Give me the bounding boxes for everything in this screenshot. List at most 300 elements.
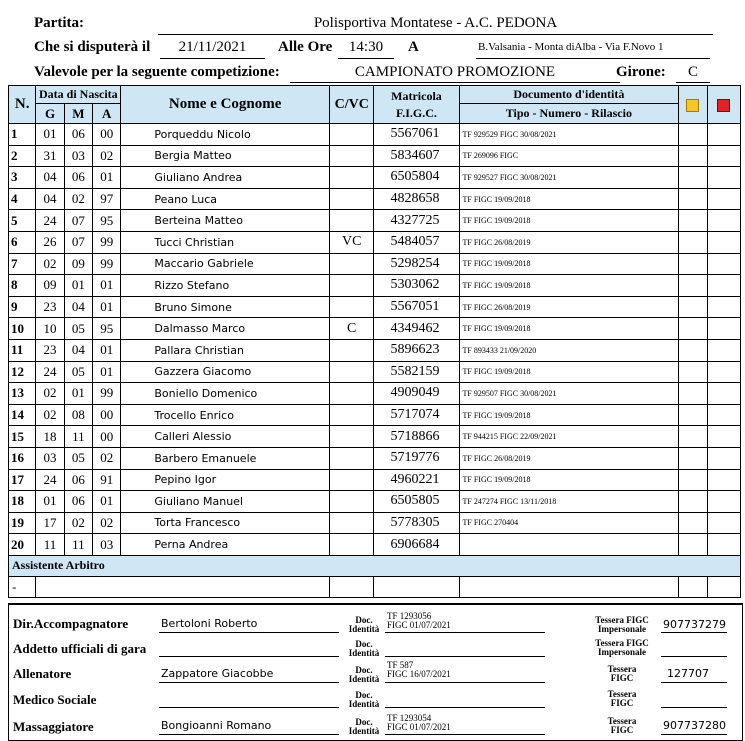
identity-document: TF FIGC 26/08/2019 — [459, 447, 679, 469]
red-card-cell — [707, 124, 740, 146]
birth-year: 01 — [93, 491, 121, 513]
birth-year: 00 — [93, 404, 121, 426]
row-number: 13 — [9, 383, 36, 405]
player-name: Bruno Simone — [121, 296, 330, 318]
birth-month: 05 — [64, 361, 92, 383]
allenatore-tessera-label: Tessera FIGC — [607, 664, 637, 683]
player-name: Tucci Christian — [121, 231, 330, 253]
player-row — [9, 188, 741, 210]
birth-month: 04 — [64, 339, 92, 361]
addetto-tessera-line — [661, 656, 727, 657]
player-row — [9, 383, 741, 405]
assistente-label: Assistente Arbitro — [9, 555, 741, 576]
allenatore-doc-label: Doc. Identità — [348, 665, 380, 684]
birth-year: 95 — [93, 210, 121, 232]
massaggiatore-label: Massaggiatore — [13, 719, 94, 734]
matricola-figc: 4349462 — [374, 318, 459, 340]
matricola-figc: 5298254 — [374, 253, 459, 275]
yellow-card-cell — [679, 318, 707, 340]
data-label: Che si disputerà il — [34, 39, 151, 55]
yellow-card-cell — [679, 167, 707, 189]
player-row — [9, 231, 741, 253]
birth-day: 17 — [36, 512, 64, 534]
player-name: Gazzera Giacomo — [121, 361, 330, 383]
player-name: Torta Francesco — [121, 512, 330, 534]
red-card-cell — [707, 167, 740, 189]
birth-month: 02 — [64, 188, 92, 210]
medico-tessera-label: Tessera FIGC — [607, 689, 637, 708]
birth-month: 08 — [64, 404, 92, 426]
medico-doc-line — [385, 707, 545, 708]
yellow-card-cell — [679, 231, 707, 253]
birth-month: 05 — [64, 447, 92, 469]
matricola-figc: 5484057 — [374, 231, 459, 253]
identity-document: TF FIGC 19/09/2018 — [459, 188, 679, 210]
player-name: Perna Andrea — [121, 534, 330, 556]
allenatore-doc: TF 587 FIGC 16/07/2021 — [387, 660, 451, 679]
red-card-cell — [707, 383, 740, 405]
massaggiatore-tessera-line — [661, 734, 727, 735]
yellow-card-icon — [686, 99, 699, 112]
identity-document: TF 929529 FIGC 30/08/2021 — [459, 124, 679, 146]
row-number: 16 — [9, 447, 36, 469]
assistente-cvc-cell — [329, 576, 374, 597]
allenatore-tessera-line — [661, 682, 727, 683]
player-row — [9, 491, 741, 513]
identity-document: TF FIGC 19/09/2018 — [459, 210, 679, 232]
captain-flag — [329, 167, 374, 189]
yellow-card-cell — [679, 512, 707, 534]
captain-flag: C — [329, 318, 374, 340]
ore-label: Alle Ore — [278, 39, 333, 55]
matricola-figc: 5567051 — [374, 296, 459, 318]
captain-flag — [329, 124, 374, 146]
captain-flag — [329, 339, 374, 361]
competizione-value: CAMPIONATO PROMOZIONE — [354, 64, 556, 80]
row-number: 5 — [9, 210, 36, 232]
addetto-tessera-label: Tessera FIGC Impersonale — [595, 638, 649, 657]
birth-day: 01 — [36, 124, 64, 146]
identity-document: TF FIGC 26/08/2019 — [459, 296, 679, 318]
birth-day: 09 — [36, 275, 64, 297]
yellow-card-cell — [679, 447, 707, 469]
matricola-figc: 6906684 — [374, 534, 459, 556]
col-documento-sub-header: Tipo - Numero - Rilascio — [459, 104, 679, 124]
partita-label: Partita: — [34, 15, 84, 31]
yellow-card-cell — [679, 296, 707, 318]
col-a-header: A — [93, 104, 121, 124]
red-card-cell — [707, 318, 740, 340]
identity-document: TF 944215 FIGC 22/09/2021 — [459, 426, 679, 448]
girone-label: Girone: — [616, 64, 666, 80]
assistente-doc-cell — [459, 576, 679, 597]
player-row — [9, 426, 741, 448]
medico-name-line — [159, 707, 339, 708]
addetto-doc-line — [385, 656, 545, 657]
red-card-cell — [707, 275, 740, 297]
birth-day: 04 — [36, 167, 64, 189]
allenatore-doc-line — [385, 682, 545, 683]
birth-month: 07 — [64, 231, 92, 253]
birth-year: 99 — [93, 231, 121, 253]
birth-month: 02 — [64, 512, 92, 534]
identity-document — [459, 534, 679, 556]
matricola-figc: 4960221 — [374, 469, 459, 491]
player-name: Calleri Alessio — [121, 426, 330, 448]
birth-year: 99 — [93, 253, 121, 275]
player-row — [9, 534, 741, 556]
identity-document: TF 247274 FIGC 13/11/2018 — [459, 491, 679, 513]
yellow-card-cell — [679, 491, 707, 513]
identity-document: TF 929507 FIGC 30/08/2021 — [459, 383, 679, 405]
identity-document: TF FIGC 26/08/2019 — [459, 231, 679, 253]
birth-day: 02 — [36, 383, 64, 405]
yellow-card-cell — [679, 124, 707, 146]
captain-flag — [329, 188, 374, 210]
row-number: 8 — [9, 275, 36, 297]
addetto-doc-label: Doc. Identità — [348, 639, 380, 658]
col-g-header: G — [36, 104, 64, 124]
yellow-card-cell — [679, 253, 707, 275]
dir-label: Dir.Accompagnatore — [13, 616, 129, 631]
assistente-matricola-cell — [374, 576, 459, 597]
massaggiatore-name: Bongioanni Romano — [161, 719, 272, 732]
dir-name: Bertoloni Roberto — [161, 617, 258, 630]
captain-flag: VC — [329, 231, 374, 253]
captain-flag — [329, 275, 374, 297]
birth-day: 02 — [36, 404, 64, 426]
yellow-card-cell — [679, 210, 707, 232]
yellow-card-cell — [679, 404, 707, 426]
row-number: 17 — [9, 469, 36, 491]
birth-day: 10 — [36, 318, 64, 340]
dir-tessera-label: Tessera FIGC Impersonale — [595, 615, 649, 634]
medico-label: Medico Sociale — [13, 692, 97, 707]
player-row — [9, 361, 741, 383]
dir-name-line — [159, 632, 339, 633]
row-number: 19 — [9, 512, 36, 534]
col-matricola-header — [374, 86, 459, 124]
row-number: 15 — [9, 426, 36, 448]
red-card-cell — [707, 426, 740, 448]
red-card-cell — [707, 361, 740, 383]
red-card-cell — [707, 188, 740, 210]
matricola-figc: 5719776 — [374, 447, 459, 469]
birth-year: 02 — [93, 447, 121, 469]
captain-flag — [329, 426, 374, 448]
matricola-figc: 4327725 — [374, 210, 459, 232]
col-n-header: N. — [9, 86, 36, 124]
yellow-card-cell — [679, 469, 707, 491]
assistente-yellow-cell — [679, 576, 707, 597]
dir-tessera-line — [661, 632, 727, 633]
birth-year: 99 — [93, 383, 121, 405]
col-nome-header: Nome e Cognome — [121, 86, 330, 124]
red-card-cell — [707, 447, 740, 469]
player-name: Pallara Christian — [121, 339, 330, 361]
staff-section — [8, 603, 743, 741]
assistente-name-cell — [36, 576, 330, 597]
identity-document: TF FIGC 19/09/2018 — [459, 361, 679, 383]
row-number: 12 — [9, 361, 36, 383]
matricola-figc: 5834607 — [374, 145, 459, 167]
birth-year: 02 — [93, 512, 121, 534]
player-name: Rizzo Stefano — [121, 275, 330, 297]
red-card-cell — [707, 210, 740, 232]
captain-flag — [329, 145, 374, 167]
massaggiatore-doc-label: Doc. Identità — [348, 717, 380, 736]
dir-tessera: 907737279 — [663, 618, 726, 631]
col-documento-header: Documento d'identità — [459, 86, 679, 104]
ore-value: 14:30 — [348, 39, 384, 55]
player-row — [9, 124, 741, 146]
birth-month: 11 — [64, 534, 92, 556]
player-row — [9, 404, 741, 426]
birth-day: 18 — [36, 426, 64, 448]
girone-value: C — [687, 64, 698, 80]
assistente-value: - — [9, 576, 36, 597]
birth-day: 04 — [36, 188, 64, 210]
red-card-cell — [707, 231, 740, 253]
player-name: Peano Luca — [121, 188, 330, 210]
birth-month: 06 — [64, 469, 92, 491]
identity-document: TF 269096 FIGC — [459, 145, 679, 167]
matricola-figc: 5718866 — [374, 426, 459, 448]
player-row — [9, 167, 741, 189]
identity-document: TF FIGC 270404 — [459, 512, 679, 534]
yellow-card-cell — [679, 188, 707, 210]
player-row — [9, 469, 741, 491]
dir-doc: TF 1293056 FIGC 01/07/2021 — [387, 611, 451, 630]
birth-year: 01 — [93, 339, 121, 361]
player-row — [9, 275, 741, 297]
allenatore-name: Zappatore Giacobbe — [161, 667, 274, 680]
matricola-figc: 5303062 — [374, 275, 459, 297]
birth-day: 01 — [36, 491, 64, 513]
captain-flag — [329, 404, 374, 426]
luogo-value: B.Valsania - Monta diAlba - Via F.Novo 1 — [478, 41, 664, 53]
birth-month: 04 — [64, 296, 92, 318]
valevole-label: Valevole per la seguente competizione: — [34, 64, 280, 80]
birth-year: 03 — [93, 534, 121, 556]
col-matricola-line2: F.I.G.C. — [396, 105, 437, 120]
birth-day: 11 — [36, 534, 64, 556]
matricola-figc: 5717074 — [374, 404, 459, 426]
identity-document: TF FIGC 19/09/2018 — [459, 253, 679, 275]
identity-document: TF FIGC 19/09/2018 — [459, 469, 679, 491]
player-name: Pepino Igor — [121, 469, 330, 491]
birth-year: 91 — [93, 469, 121, 491]
partita-underline — [158, 34, 713, 35]
medico-doc-label: Doc. Identità — [348, 690, 380, 709]
birth-year: 01 — [93, 296, 121, 318]
data-value: 21/11/2021 — [178, 39, 247, 55]
massaggiatore-doc-line — [385, 734, 545, 735]
player-name: Bergia Matteo — [121, 145, 330, 167]
competizione-underline — [290, 82, 620, 83]
matricola-figc: 4909049 — [374, 383, 459, 405]
birth-day: 31 — [36, 145, 64, 167]
player-row — [9, 145, 741, 167]
birth-day: 24 — [36, 469, 64, 491]
identity-document: TF FIGC 19/09/2018 — [459, 404, 679, 426]
a-label: A — [408, 39, 419, 55]
row-number: 7 — [9, 253, 36, 275]
player-row — [9, 210, 741, 232]
row-number: 1 — [9, 124, 36, 146]
red-card-cell — [707, 404, 740, 426]
red-card-cell — [707, 253, 740, 275]
matricola-figc: 4828658 — [374, 188, 459, 210]
red-card-cell — [707, 491, 740, 513]
captain-flag — [329, 469, 374, 491]
player-name: Maccario Gabriele — [121, 253, 330, 275]
row-number: 3 — [9, 167, 36, 189]
yellow-card-cell — [679, 383, 707, 405]
player-row — [9, 318, 741, 340]
birth-year: 00 — [93, 426, 121, 448]
player-name: Dalmasso Marco — [121, 318, 330, 340]
captain-flag — [329, 383, 374, 405]
birth-month: 01 — [64, 383, 92, 405]
birth-year: 97 — [93, 188, 121, 210]
matricola-figc: 5778305 — [374, 512, 459, 534]
row-number: 10 — [9, 318, 36, 340]
birth-month: 05 — [64, 318, 92, 340]
birth-year: 00 — [93, 124, 121, 146]
birth-year: 95 — [93, 318, 121, 340]
red-card-cell — [707, 296, 740, 318]
birth-day: 03 — [36, 447, 64, 469]
luogo-underline — [476, 58, 710, 59]
birth-month: 06 — [64, 124, 92, 146]
birth-day: 23 — [36, 296, 64, 318]
massaggiatore-tessera-label: Tessera FIGC — [607, 716, 637, 735]
yellow-card-cell — [679, 339, 707, 361]
dir-doc-label: Doc. Identità — [348, 615, 380, 634]
massaggiatore-tessera: 907737280 — [663, 719, 726, 732]
medico-tessera-line — [661, 707, 727, 708]
red-card-cell — [707, 512, 740, 534]
player-name: Trocello Enrico — [121, 404, 330, 426]
girone-underline — [676, 82, 710, 83]
captain-flag — [329, 491, 374, 513]
row-number: 9 — [9, 296, 36, 318]
player-row — [9, 339, 741, 361]
captain-flag — [329, 296, 374, 318]
birth-month: 01 — [64, 275, 92, 297]
yellow-card-header — [679, 86, 707, 124]
yellow-card-cell — [679, 426, 707, 448]
identity-document: TF FIGC 19/09/2018 — [459, 318, 679, 340]
matricola-figc: 5567061 — [374, 124, 459, 146]
massaggiatore-name-line — [159, 734, 339, 735]
red-card-cell — [707, 534, 740, 556]
row-number: 14 — [9, 404, 36, 426]
allenatore-tessera: 127707 — [667, 667, 709, 680]
birth-day: 23 — [36, 339, 64, 361]
birth-year: 01 — [93, 361, 121, 383]
dir-doc-line — [385, 632, 545, 633]
row-number: 4 — [9, 188, 36, 210]
partita-value: Polisportiva Montatese - A.C. PEDONA — [313, 15, 558, 31]
player-name: Barbero Emanuele — [121, 447, 330, 469]
identity-document: TF FIGC 19/09/2018 — [459, 275, 679, 297]
player-name: Giuliano Manuel — [121, 491, 330, 513]
player-name: Giuliano Andrea — [121, 167, 330, 189]
captain-flag — [329, 512, 374, 534]
birth-day: 24 — [36, 361, 64, 383]
birth-month: 06 — [64, 491, 92, 513]
player-row — [9, 512, 741, 534]
row-number: 20 — [9, 534, 36, 556]
allenatore-label: Allenatore — [13, 666, 72, 681]
red-card-cell — [707, 469, 740, 491]
birth-month: 06 — [64, 167, 92, 189]
birth-day: 26 — [36, 231, 64, 253]
player-row — [9, 296, 741, 318]
identity-document: TF 929527 FIGC 30/08/2021 — [459, 167, 679, 189]
yellow-card-cell — [679, 361, 707, 383]
birth-month: 11 — [64, 426, 92, 448]
red-card-header — [707, 86, 740, 124]
player-row — [9, 447, 741, 469]
addetto-name-line — [159, 656, 339, 657]
ore-underline — [338, 58, 394, 59]
captain-flag — [329, 447, 374, 469]
matricola-figc: 5896623 — [374, 339, 459, 361]
birth-day: 02 — [36, 253, 64, 275]
red-card-cell — [707, 145, 740, 167]
row-number: 6 — [9, 231, 36, 253]
captain-flag — [329, 253, 374, 275]
yellow-card-cell — [679, 145, 707, 167]
player-name: Berteina Matteo — [121, 210, 330, 232]
player-name: Boniello Domenico — [121, 383, 330, 405]
massaggiatore-doc: TF 1293054 FIGC 01/07/2021 — [387, 713, 451, 732]
row-number: 2 — [9, 145, 36, 167]
red-card-cell — [707, 339, 740, 361]
captain-flag — [329, 210, 374, 232]
matricola-figc: 5582159 — [374, 361, 459, 383]
col-cvc-header: C/VC — [329, 86, 374, 124]
matricola-figc: 6505805 — [374, 491, 459, 513]
col-data-header: Data di Nascita — [36, 86, 121, 104]
birth-month: 07 — [64, 210, 92, 232]
birth-year: 02 — [93, 145, 121, 167]
yellow-card-cell — [679, 534, 707, 556]
player-row — [9, 253, 741, 275]
birth-year: 01 — [93, 275, 121, 297]
players-table — [8, 85, 741, 598]
birth-year: 01 — [93, 167, 121, 189]
birth-day: 24 — [36, 210, 64, 232]
birth-month: 03 — [64, 145, 92, 167]
data-underline — [160, 58, 265, 59]
matricola-figc: 6505804 — [374, 167, 459, 189]
assistente-red-cell — [707, 576, 740, 597]
red-card-icon — [717, 99, 730, 112]
player-name: Porqueddu Nicolo — [121, 124, 330, 146]
birth-month: 09 — [64, 253, 92, 275]
allenatore-name-line — [159, 682, 339, 683]
identity-document: TF 893433 21/09/2020 — [459, 339, 679, 361]
col-matricola-line1: Matricola — [391, 88, 442, 103]
captain-flag — [329, 361, 374, 383]
row-number: 11 — [9, 339, 36, 361]
addetto-label: Addetto ufficiali di gara — [13, 641, 147, 656]
row-number: 18 — [9, 491, 36, 513]
